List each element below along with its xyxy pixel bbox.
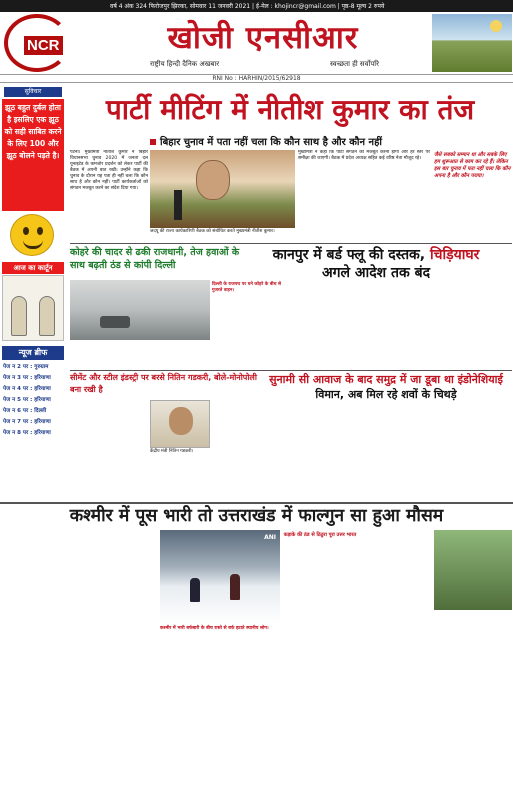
kashmir-side-image — [434, 530, 512, 610]
car-icon — [100, 316, 130, 328]
smiley-icon — [10, 214, 54, 256]
brief-item[interactable]: पेज न 8 पर : हरियाणा — [3, 430, 51, 436]
tsunami-body — [262, 404, 512, 500]
fog-caption: दिल्ली के राजपथ पर घने कोहरे के बीच से गुजरते वाहन। — [212, 282, 282, 293]
suvichar-heading: सुविचार — [4, 87, 62, 97]
lead-subheadline-text: बिहार चुनाव में पता नहीं चला कि कौन साथ है और कौन नहीं — [160, 137, 382, 148]
bird-flu-line2: अगले आदेश तक बंद — [321, 265, 431, 281]
photo-credit: ANI — [264, 534, 276, 541]
gadkari-caption: केंद्रीय मंत्री नितिन गडकरी। — [150, 449, 194, 454]
logo: NCR — [24, 36, 63, 55]
portrait-face — [169, 407, 193, 435]
edition-strip — [0, 0, 513, 12]
kashmir-body — [4, 530, 156, 796]
brief-item[interactable]: पेज न 5 पर : हरियाणा — [3, 397, 51, 403]
gadkari-body-2 — [212, 400, 258, 500]
gadkari-headline[interactable]: सीमेंट और स्टील इंडस्ट्री पर बरसे नितिन गडकरी, बोले-मोनोपोली बना रखी है — [70, 373, 257, 394]
person-figure — [190, 578, 200, 602]
eye-icon — [23, 227, 29, 235]
sun-icon — [490, 20, 502, 32]
bird-flu-headline[interactable] — [240, 246, 512, 286]
kashmir-headline[interactable]: कश्मीर में पूस भारी तो उत्तराखंड में फाल्गुन सा हुआ मौसम — [69, 506, 444, 526]
fog-body — [70, 342, 240, 370]
gadkari-body — [70, 400, 148, 500]
kashmir-subhead: कड़ाके की ठंड से ठिठुरा पूरा उत्तर भारत — [283, 532, 357, 538]
lead-headline[interactable]: पार्टी मीटिंग में नीतीश कुमार का तंज — [105, 93, 475, 126]
kashmir-body-2 — [284, 552, 430, 796]
kashmir-body-3 — [434, 612, 512, 796]
brief-item[interactable]: पेज न 2 पर : गुरुग्राम — [3, 364, 49, 370]
tsunami-headline[interactable] — [260, 372, 512, 402]
cartoon-figure — [11, 296, 27, 336]
mouth-icon — [23, 240, 43, 249]
cartoon-image — [2, 275, 64, 341]
fog-photo — [70, 280, 210, 340]
bird-flu-headline-text: कानपुर में बर्ड फ्लू की दस्तक, — [272, 247, 426, 263]
eye-icon — [37, 227, 43, 235]
cartoon-figure — [39, 296, 55, 336]
tagline-right: स्वच्छता ही सर्वोपरि — [330, 60, 379, 68]
bird-flu-accent: चिड़ियाघर — [430, 247, 480, 263]
fog-headline[interactable] — [70, 246, 240, 276]
lead-paragraph: पटना। मुख्यमंत्री नीतीश कुमार ने बिहार विधानसभा चुनाव 2020 में जनता दल यूनाइटेड के कमजोर प्रदर्शन को लेकर पार्टी की बैठक में अपनी बात रखी। उन्होंने कहा कि चुनाव के दौरान यह पता ही नहीं चला कि कौन साथ है और कौन नहीं। पार्टी कार्यकर्ताओं को संगठन मजबूत करने का संदेश दिया गया। — [70, 150, 148, 191]
bird-flu-body — [284, 288, 512, 368]
newspaper-title: खोजी एनसीआर — [167, 20, 359, 56]
news-brief-list — [3, 364, 63, 441]
cartoon-heading: आज का कार्टून — [2, 262, 64, 274]
person-figure — [230, 574, 240, 600]
microphone-icon — [174, 190, 182, 220]
lead-body-left — [70, 150, 148, 240]
news-brief-heading: न्यूज ब्रीफ — [2, 346, 64, 360]
fog-headline-text: कोहरे की चादर से ढकी राजधानी, तेज हवाओं के साथ बढ़ती ठंड से कांपी दिल्ली — [70, 247, 240, 271]
brief-item[interactable]: पेज न 3 पर : हरियाणा — [3, 375, 51, 381]
lead-subheadline — [150, 134, 450, 148]
suvichar-quote: झूठ बहुत दुर्बल होता है इसलिए एक झूठ को सही साबित करने के लिए 100 और झूठ बोलने पड़ते है। — [2, 99, 64, 211]
edition-info: वर्ष 4 अंक 324 फिरोजपुर झिरका, सोमवार 11 जनवरी 2021 | ई-मेल : khojincr@gmail.com | पृष्ठ-8 मूल्य 2 रुपये — [110, 3, 385, 10]
masthead-landscape-image — [432, 14, 512, 72]
snow-photo — [160, 530, 280, 624]
left-column — [0, 84, 66, 502]
masthead — [0, 12, 513, 74]
rni-number: RNI No : HARHIN/2015/62918 — [0, 74, 513, 83]
lead-side-quote: जैसे सबको सम्मान था और सबके लिए हम शुरूआत से काम कर रहे हैं। लेकिन इस बार चुनाव में पता नहीं चला कि कौन अपना है और कौन पराया। — [434, 152, 511, 179]
brief-item[interactable]: पेज न 6 पर : दिल्ली — [3, 408, 47, 414]
tsunami-line2: विमान, अब मिल रहे शवों के चिथड़े — [315, 388, 457, 401]
tsunami-headline-text: सुनामी सी आवाज के बाद समुद्र में जा डूबा था इंडोनेशियाई — [269, 373, 503, 386]
bullet-icon — [150, 139, 156, 145]
divider — [70, 370, 512, 371]
lead-body-right — [298, 150, 430, 240]
nitish-photo-caption: जदयू की राज्य कार्यकारिणी बैठक को संबोधित करते मुख्यमंत्री नीतीश कुमार। — [150, 229, 275, 234]
brief-item[interactable]: पेज न 4 पर : हरियाणा — [3, 386, 51, 392]
brief-item[interactable]: पेज न 7 पर : हरियाणा — [3, 419, 51, 425]
snow-caption: कश्मीर में भारी बर्फबारी के बीच रास्ते से बर्फ हटाते स्थानीय लोग। — [160, 626, 269, 631]
tagline-left: राष्ट्रीय हिन्दी दैनिक अखबार — [150, 60, 220, 68]
gadkari-photo — [150, 400, 210, 448]
lead-paragraph: मुख्यमंत्री ने कहा कि पार्टी संगठन को मजबूत करना होगा और हर स्तर पर समीक्षा की जाएगी। बैठक में प्रदेश अध्यक्ष सहित कई वरिष्ठ नेता मौजूद रहे। — [298, 150, 430, 161]
nitish-photo — [150, 150, 295, 228]
divider — [70, 243, 512, 244]
portrait-face — [196, 160, 230, 200]
